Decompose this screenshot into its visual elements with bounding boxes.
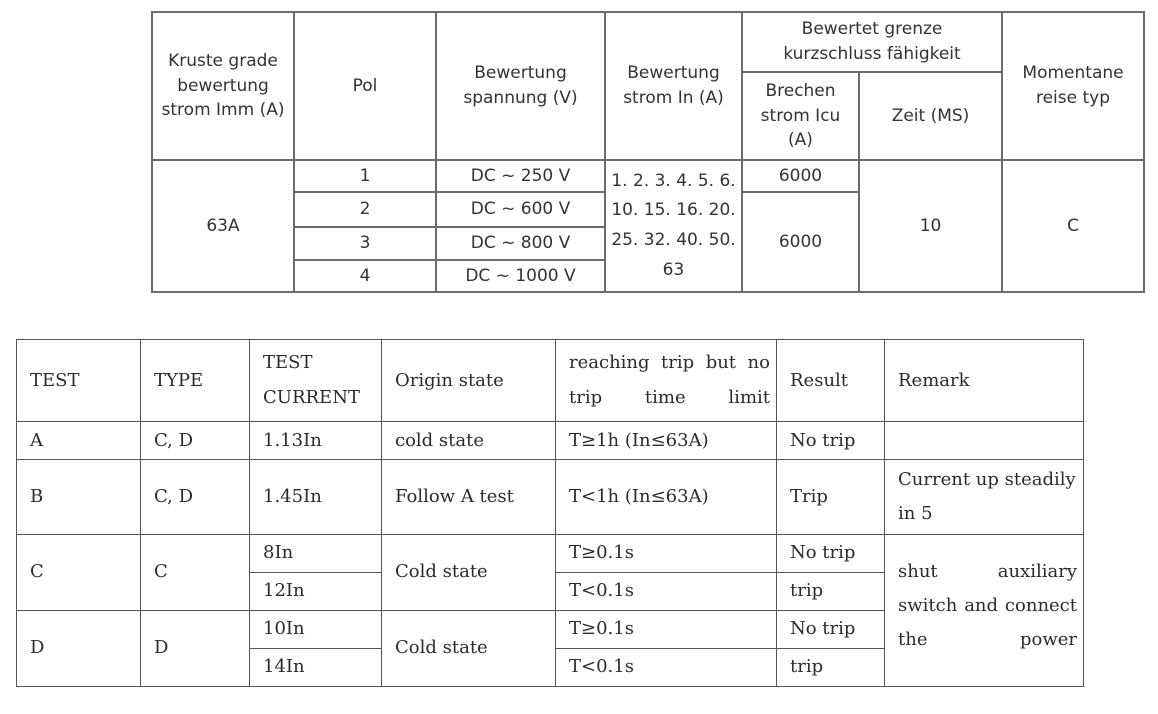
cell-voltage: DC ~ 600 V — [436, 192, 605, 227]
header-breaking-capacity: Brechen strom Icu (A) — [742, 72, 859, 160]
cell-trip-time-limit: T<0.1s — [556, 648, 777, 686]
cell-test: B — [17, 460, 141, 534]
cell-voltage: DC ~ 250 V — [436, 160, 605, 192]
cell-trip-time-limit: T<0.1s — [556, 572, 777, 610]
cell-origin-state: Cold state — [382, 534, 556, 610]
header-time: Zeit (MS) — [859, 72, 1002, 160]
cell-in-values: 1. 2. 3. 4. 5. 6. 10. 15. 16. 20. 25. 32. 40. 50. 63 — [605, 160, 742, 292]
header-short-circuit: Bewertet grenze kurzschluss fähigkeit — [742, 12, 1002, 72]
cell-test: A — [17, 422, 141, 460]
cell-type: C, D — [141, 460, 250, 534]
cell-test-current: 12In — [250, 572, 382, 610]
cell-remark — [885, 422, 1084, 460]
cell-test-current: 10In — [250, 610, 382, 648]
cell-type: D — [141, 610, 250, 686]
header-pole: Pol — [294, 12, 436, 160]
header-test-current: TEST CURRENT — [250, 340, 382, 422]
cell-origin-state: Cold state — [382, 610, 556, 686]
cell-trip-time-limit: T≥0.1s — [556, 610, 777, 648]
cell-type: C — [141, 534, 250, 610]
cell-trip-time-limit: T<1h (In≤63A) — [556, 460, 777, 534]
cell-pole: 2 — [294, 192, 436, 227]
rating-table — [151, 11, 1145, 293]
header-origin-state: Origin state — [382, 340, 556, 422]
cell-result: trip — [777, 648, 885, 686]
cell-origin-state: cold state — [382, 422, 556, 460]
cell-origin-state: Follow A test — [382, 460, 556, 534]
cell-result: No trip — [777, 610, 885, 648]
header-type: TYPE — [141, 340, 250, 422]
cell-test-current: 1.13In — [250, 422, 382, 460]
header-result: Result — [777, 340, 885, 422]
cell-type: C, D — [141, 422, 250, 460]
cell-trip-type: C — [1002, 160, 1144, 292]
cell-result: No trip — [777, 422, 885, 460]
cell-trip-time-limit: T≥1h (In≤63A) — [556, 422, 777, 460]
header-voltage: Bewertung spannung (V) — [436, 12, 605, 160]
cell-voltage: DC ~ 1000 V — [436, 260, 605, 292]
header-trip-type: Momentane reise typ — [1002, 12, 1144, 160]
cell-test-current: 8In — [250, 534, 382, 572]
trip-test-table — [16, 339, 1084, 687]
cell-remark-shut-auxiliary: shut auxiliary switch and connect the power — [885, 534, 1084, 686]
cell-voltage: DC ~ 800 V — [436, 227, 605, 260]
header-remark: Remark — [885, 340, 1084, 422]
cell-icu: 6000 — [742, 160, 859, 192]
cell-pole: 1 — [294, 160, 436, 192]
cell-test: D — [17, 610, 141, 686]
cell-pole: 4 — [294, 260, 436, 292]
cell-time: 10 — [859, 160, 1002, 292]
header-trip-time-limit: reaching trip but no trip time limit — [556, 340, 777, 422]
cell-remark: Current up steadily in 5 — [885, 460, 1084, 534]
cell-result: Trip — [777, 460, 885, 534]
cell-pole: 3 — [294, 227, 436, 260]
cell-test-current: 14In — [250, 648, 382, 686]
cell-result: No trip — [777, 534, 885, 572]
cell-imm: 63A — [152, 160, 294, 292]
cell-test: C — [17, 534, 141, 610]
cell-result: trip — [777, 572, 885, 610]
cell-icu: 6000 — [742, 192, 859, 292]
header-test: TEST — [17, 340, 141, 422]
header-current: Bewertung strom In (A) — [605, 12, 742, 160]
cell-test-current: 1.45In — [250, 460, 382, 534]
cell-trip-time-limit: T≥0.1s — [556, 534, 777, 572]
header-rated-current: Kruste grade bewertung strom Imm (A) — [152, 12, 294, 160]
